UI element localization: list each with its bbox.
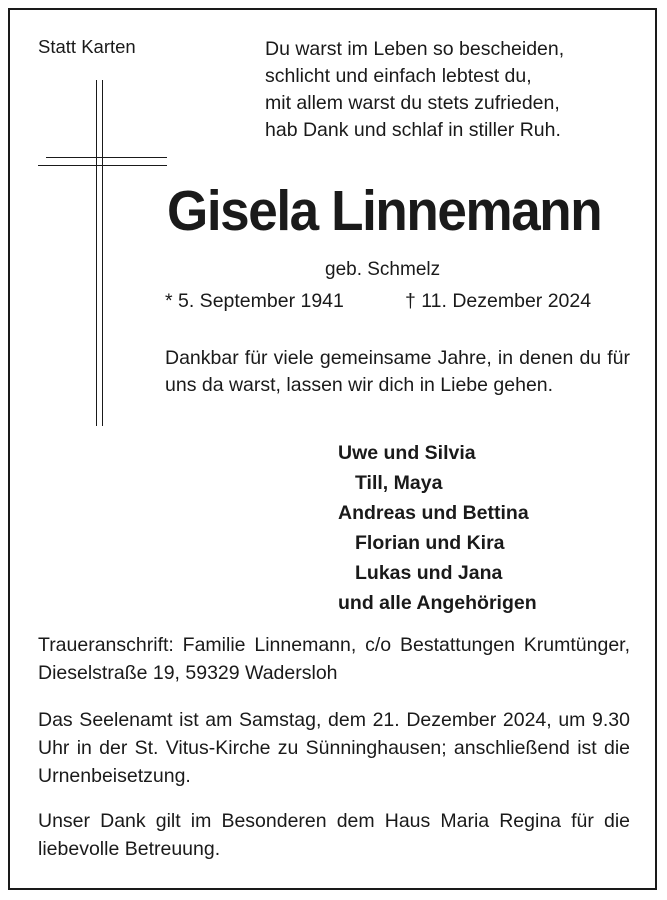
thanks-text: Unser Dank gilt im Besonderen dem Haus Maria Regina für die liebevolle Betreuung.	[38, 810, 630, 860]
birth-date: * 5. September 1941	[165, 290, 344, 312]
death-date: † 11. Dezember 2024	[405, 290, 592, 312]
mourner-line: Uwe und Silvia	[338, 442, 476, 464]
mourners-list	[338, 438, 537, 618]
mourner-line: Andreas und Bettina	[338, 502, 529, 524]
poem-line: schlicht und einfach lebtest du,	[265, 65, 532, 87]
mourning-address: Traueranschrift: Familie Linnemann, c/o Bestattungen Krumtünger, Dieselstraße 19, 59329 Wadersloh	[38, 634, 630, 684]
mourner-line: Till, Maya	[355, 472, 443, 494]
poem	[265, 36, 564, 144]
farewell-text: Dankbar für viele gemeinsame Jahre, in denen du für uns da warst, lassen wir dich in Liebe gehen.	[165, 347, 630, 396]
poem-line: hab Dank und schlaf in stiller Ruh.	[265, 119, 561, 141]
statt-karten-label: Statt Karten	[38, 36, 136, 57]
cross-horizontal-line	[38, 165, 167, 166]
poem-line: mit allem warst du stets zufrieden,	[265, 92, 560, 114]
maiden-name: geb. Schmelz	[325, 259, 441, 280]
cross-vertical-line	[96, 80, 97, 426]
deceased-name: Gisela Linnemann	[167, 179, 602, 243]
mourner-line: Lukas und Jana	[355, 562, 503, 584]
funeral-service-info: Das Seelenamt ist am Samstag, dem 21. Dezember 2024, um 9.30 Uhr in der St. Vitus-Kirche zu Sünninghausen; anschließend ist die Urnenbeisetzung.	[38, 709, 630, 787]
mourner-line: Florian und Kira	[355, 532, 505, 554]
cross-vertical-line	[102, 80, 103, 426]
mourner-line: und alle Angehörigen	[338, 592, 537, 614]
poem-line: Du warst im Leben so bescheiden,	[265, 38, 565, 60]
cross-horizontal-line	[46, 157, 167, 158]
